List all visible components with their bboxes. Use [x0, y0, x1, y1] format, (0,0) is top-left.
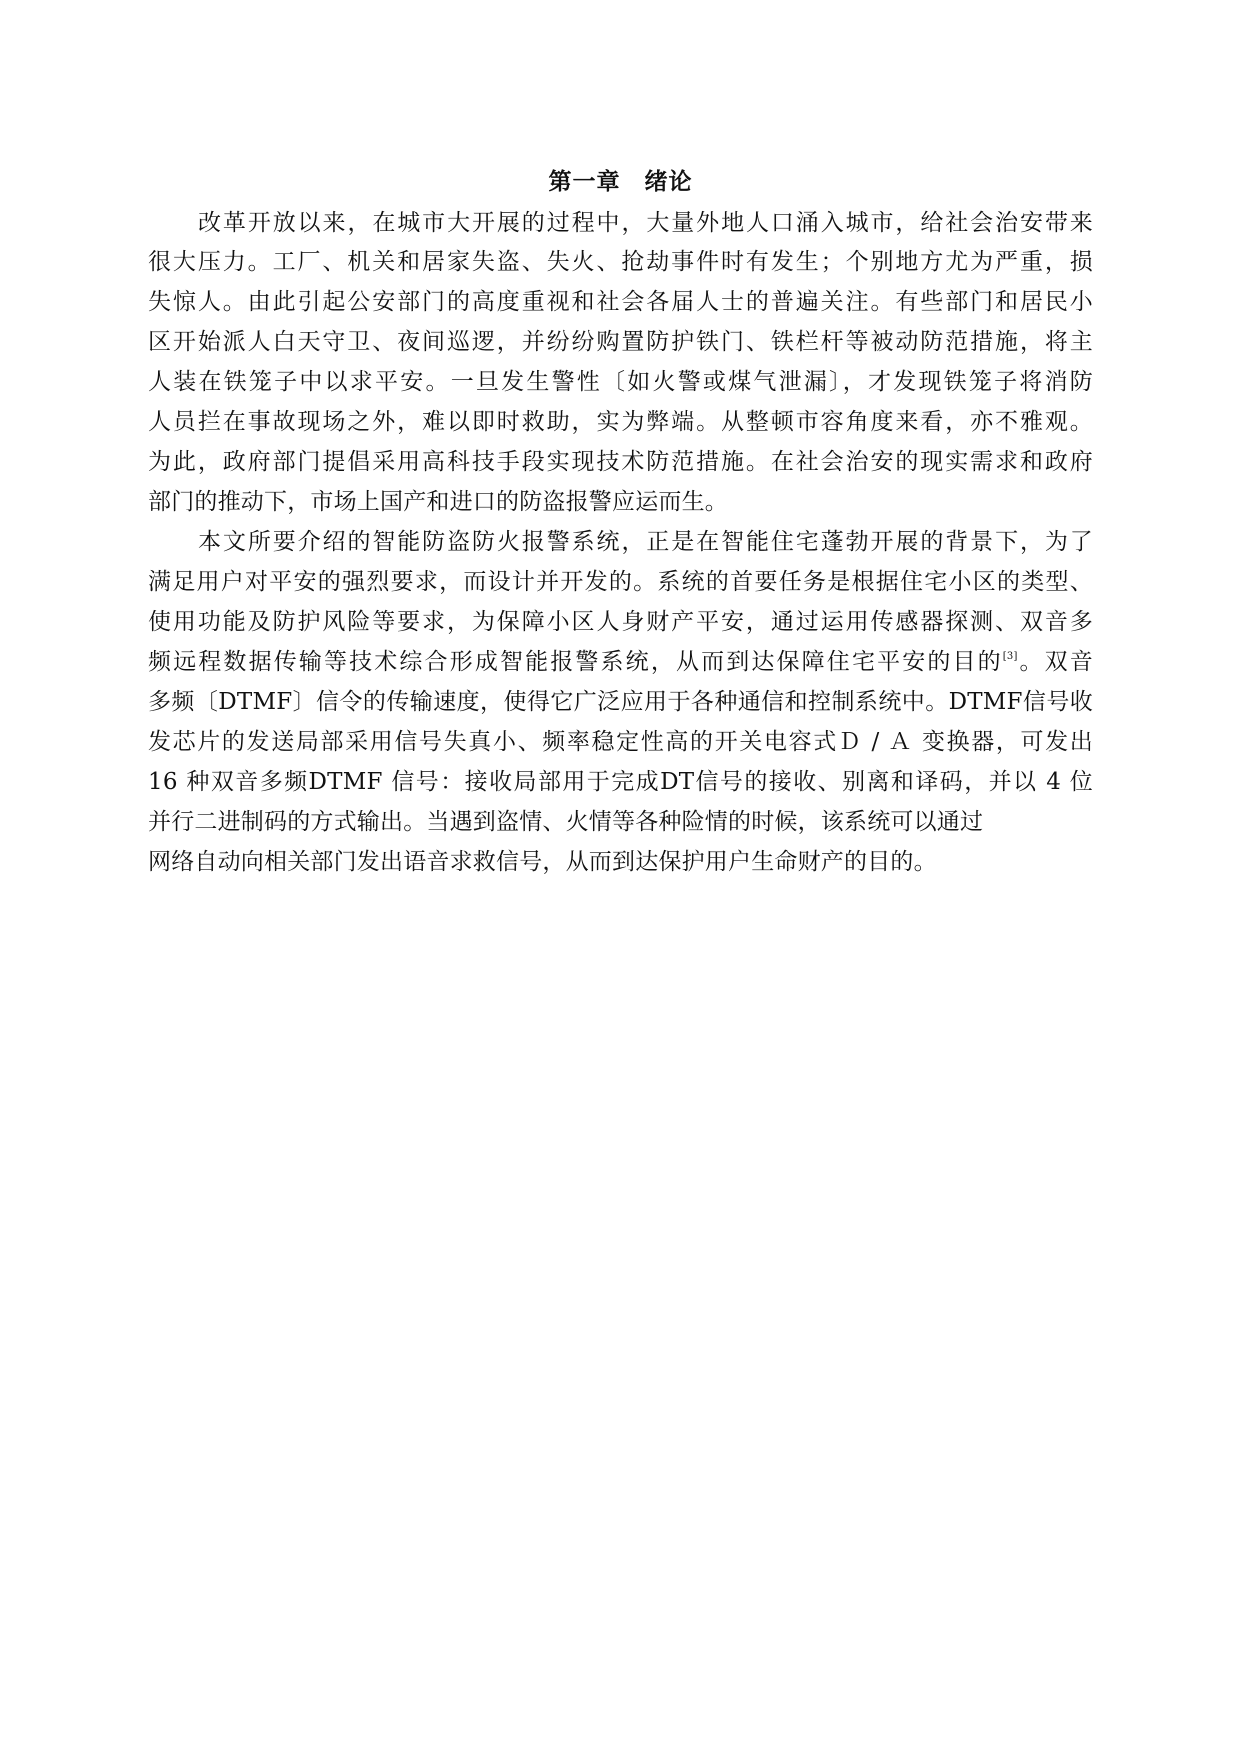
paragraph-1-line-7: 为此，政府部门提倡采用高科技手段实现技术防范措施。在社会治安的现实需求和政府 — [148, 449, 1093, 475]
paragraph-2-line-6: 发芯片的发送局部采用信号失真小、频率稳定性高的开关电容式Ｄ / Ａ 变换器，可发出 — [148, 729, 1093, 755]
paragraph-2-line-4 — [148, 646, 1093, 678]
citation-reference[interactable]: [3] — [1002, 651, 1018, 662]
paragraph-2-line-1: 本文所要介绍的智能防盗防火报警系统，正是在智能住宅蓬勃开展的背景下，为了 — [198, 529, 1093, 555]
paragraph-2-line-2: 满足用户对平安的强烈要求，而设计并开发的。系统的首要任务是根据住宅小区的类型、 — [148, 569, 1093, 595]
paragraph-1-line-3: 失惊人。由此引起公安部门的高度重视和社会各届人士的普遍关注。有些部门和居民小 — [148, 289, 1093, 315]
paragraph-2-line-7: 16 种双音多频DTMF 信号：接收局部用于完成DT信号的接收、别离和译码，并以 4 位 — [148, 769, 1093, 795]
paragraph-2-line-4-text: 频远程数据传输等技术综合形成智能报警系统，从而到达保障住宅平安的目的 — [148, 649, 1003, 675]
paragraph-2-line-9: 网络自动向相关部门发出语音求救信号，从而到达保护用户生命财产的目的。 — [148, 849, 937, 875]
chapter-title: 第一章 绪论 — [548, 168, 693, 195]
paragraph-1-line-6: 人员拦在事故现场之外，难以即时救助，实为弊端。从整顿市容角度来看，亦不雅观。 — [148, 409, 1093, 435]
paragraph-2-line-3: 使用功能及防护风险等要求，为保障小区人身财产平安，通过运用传感器探测、双音多 — [148, 609, 1093, 635]
paragraph-1-line-5: 人装在铁笼子中以求平安。一旦发生警性〔如火警或煤气泄漏〕，才发现铁笼子将消防 — [148, 369, 1093, 395]
paragraph-2-line-5: 多频〔DTMF〕信令的传输速度，使得它广泛应用于各种通信和控制系统中。DTMF信号收 — [148, 689, 1093, 715]
paragraph-2-line-8: 并行二进制码的方式输出。当遇到盗情、火情等各种险情的时候，该系统可以通过 — [148, 809, 984, 835]
paragraph-1-line-8: 部门的推动下，市场上国产和进口的防盗报警应运而生。 — [148, 489, 728, 515]
paragraph-1-line-1: 改革开放以来，在城市大开展的过程中，大量外地人口涌入城市，给社会治安带来 — [198, 210, 1093, 236]
paragraph-1-line-2: 很大压力。工厂、机关和居家失盗、失火、抢劫事件时有发生；个别地方尤为严重，损 — [148, 249, 1093, 275]
paragraph-1-line-4: 区开始派人白天守卫、夜间巡逻，并纷纷购置防护铁门、铁栏杆等被动防范措施，将主 — [148, 329, 1093, 355]
paragraph-2-line-4-tail: 。双音 — [1017, 649, 1093, 675]
